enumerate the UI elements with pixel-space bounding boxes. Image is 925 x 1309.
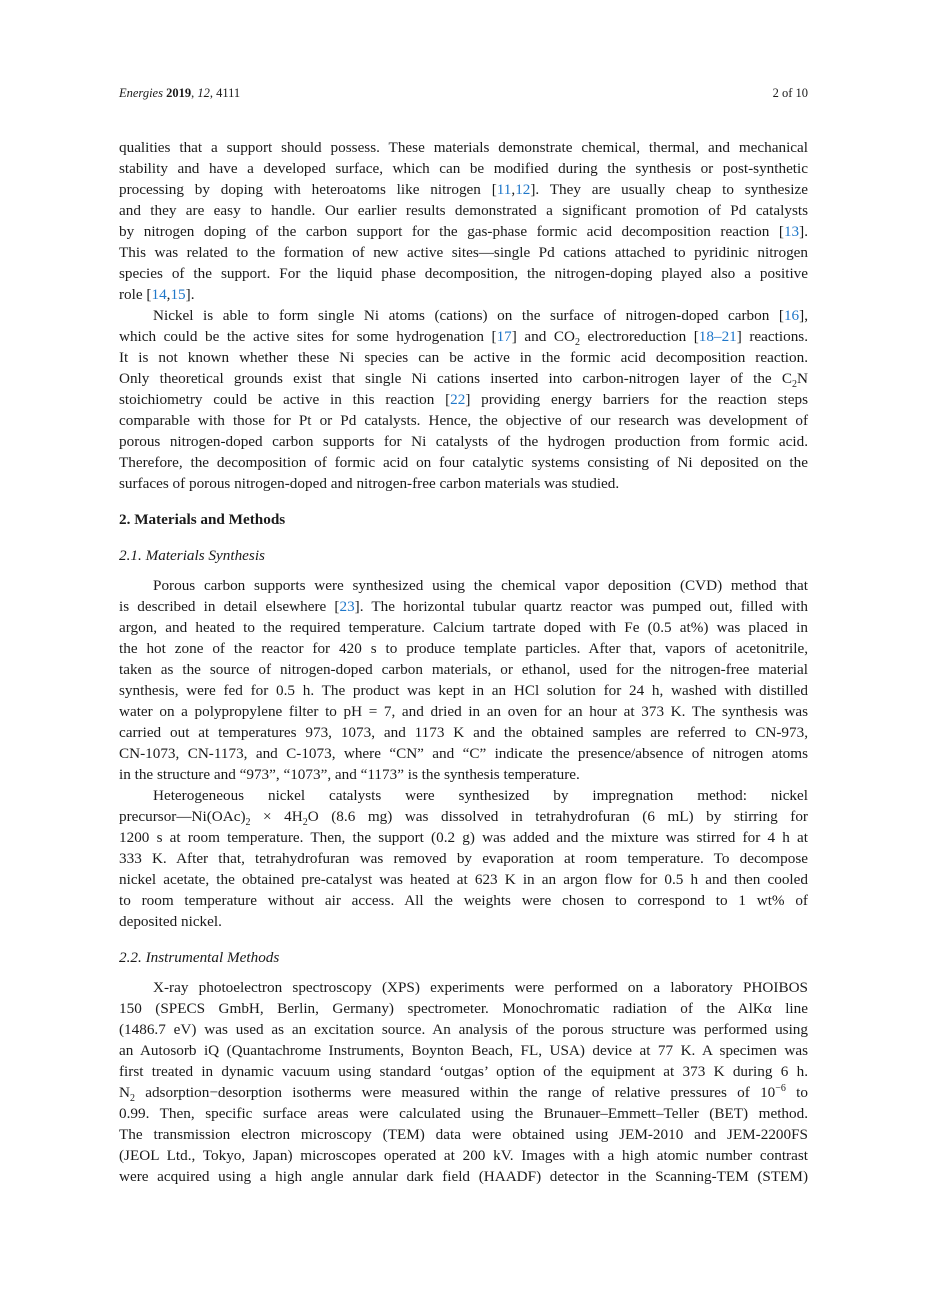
text-line <box>119 431 808 452</box>
text-line <box>119 1124 808 1145</box>
text-line <box>119 473 808 494</box>
subsection-heading: 2.2. Instrumental Methods <box>119 949 280 966</box>
citation-link[interactable]: 14 <box>151 286 167 303</box>
subscript: 2 <box>129 1093 135 1105</box>
citation-link[interactable]: 12 <box>515 181 531 198</box>
text: precursor—Ni(OAc) <box>119 808 246 825</box>
text: ]. The horizontal tubular quartz reactor was pumped out, filled with <box>354 598 808 615</box>
text-line <box>119 575 808 596</box>
text-line <box>119 158 808 179</box>
text-line <box>119 1166 808 1187</box>
text-line <box>119 1061 808 1082</box>
text-line <box>119 722 808 743</box>
text: Porous carbon supports were synthesized using the chemical vapor deposition (CVD) method that <box>153 577 808 594</box>
citation: Energies 2019, 12, 4111 <box>119 86 241 100</box>
text: role [ <box>119 286 152 303</box>
text-line <box>119 659 808 680</box>
text-line <box>119 785 808 806</box>
text: to room temperature without air access. All the weights were chosen to correspond to 1 wt% of <box>119 892 808 909</box>
citation-link[interactable]: 22 <box>450 391 466 408</box>
text-line <box>119 977 808 998</box>
text: and they are easy to handle. Our earlier results demonstrated a significant promotion of Pd catalysts <box>119 202 808 219</box>
citation-link[interactable]: 17 <box>496 328 512 345</box>
text-line <box>119 410 808 431</box>
subscript: 2 <box>574 337 580 349</box>
text-line <box>119 764 808 785</box>
paragraph <box>119 137 808 305</box>
text: , <box>511 181 516 198</box>
text-line <box>119 701 808 722</box>
text: electroreduction [ <box>579 328 699 345</box>
text: qualities that a support should possess. These materials demonstrate chemical, thermal, and mechanical <box>119 139 808 156</box>
citation-link[interactable]: 16 <box>783 307 800 324</box>
text: which could be the active sites for some hydrogenation [ <box>119 328 497 345</box>
citation-link[interactable]: 18–21 <box>698 328 737 345</box>
text-line <box>119 200 808 221</box>
text: , <box>166 286 171 303</box>
running-header <box>119 86 808 101</box>
text: carried out at temperatures 973, 1073, and 1173 K and the obtained samples are referred to CN-973, <box>119 724 808 741</box>
text: nickel acetate, the obtained pre-catalyst was heated at 623 K in an argon flow for 0.5 h and then cooled <box>119 871 808 888</box>
section-heading: 2. Materials and Methods <box>119 511 286 528</box>
text: water on a polypropylene filter to pH = 7, and dried in an oven for an hour at 373 K. The synthesis was <box>119 703 808 720</box>
text-line <box>119 1103 808 1124</box>
subscript: 2 <box>245 817 251 829</box>
citation-link[interactable]: 15 <box>170 286 186 303</box>
text: stoichiometry could be active in this reaction [ <box>119 391 451 408</box>
text: porous nitrogen-doped carbon supports for Ni catalysts of the hydrogen production from formic acid. <box>119 433 808 450</box>
text: Only theoretical grounds exist that single Ni cations inserted into carbon-nitrogen layer of the C <box>119 370 793 387</box>
text: ], <box>799 307 808 324</box>
text: by nitrogen doping of the carbon support for the gas-phase formic acid decomposition reaction [ <box>119 223 784 240</box>
subsection-heading: 2.1. Materials Synthesis <box>119 547 265 564</box>
text: taken as the source of nitrogen-doped carbon materials, or ethanol, used for the nitrogen-free material <box>119 661 808 678</box>
text: × 4H <box>250 808 303 825</box>
text-line <box>119 221 808 242</box>
text-line <box>119 263 808 284</box>
text: ]. They are usually cheap to synthesize <box>530 181 808 198</box>
text-line <box>119 848 808 869</box>
text: argon, and heated to the required temperature. Calcium tartrate doped with Fe (0.5 at%) was placed in <box>119 619 808 636</box>
text: X-ray photoelectron spectroscopy (XPS) experiments were performed on a laboratory PHOIBOS <box>153 979 808 996</box>
paragraph <box>119 977 808 1187</box>
text-line <box>119 1082 808 1103</box>
text-line <box>119 890 808 911</box>
text: (1486.7 eV) was used as an excitation source. An analysis of the porous structure was performed using <box>119 1021 808 1038</box>
text: were acquired using a high angle annular dark field (HAADF) detector in the Scanning-TEM (STEM) <box>119 1168 808 1185</box>
page-number: 2 of 10 <box>772 86 808 100</box>
text: stability and have a developed surface, which can be modified during the synthesis or post-synthetic <box>119 160 808 177</box>
text: N <box>797 370 808 387</box>
text: species of the support. For the liquid phase decomposition, the nitrogen-doping played also a positive <box>119 265 808 282</box>
text: N <box>119 1084 130 1101</box>
text: ]. <box>185 286 195 303</box>
text-line <box>119 242 808 263</box>
paragraph <box>119 785 808 932</box>
text: first treated in dynamic vacuum using standard ‘outgas’ option of the equipment at 373 K during 6 h. <box>119 1063 808 1080</box>
text: It is not known whether these Ni species can be active in the formic acid decomposition reaction. <box>119 349 808 366</box>
text: ]. <box>799 223 808 240</box>
text-line <box>119 596 808 617</box>
text: O (8.6 mg) was dissolved in tetrahydrofuran (6 mL) by stirring for <box>307 808 808 825</box>
text: processing by doping with heteroatoms like nitrogen [ <box>119 181 497 198</box>
text-line <box>119 284 808 305</box>
text-line <box>119 1145 808 1166</box>
text: Heterogeneous nickel catalysts were synthesized by impregnation method: nickel <box>153 787 808 804</box>
text: ] and CO <box>511 328 575 345</box>
paragraph <box>119 305 808 494</box>
text: This was related to the formation of new active sites—single Pd cations attached to pyridinic nitrogen <box>119 244 808 261</box>
text: adsorption−desorption isotherms were measured within the range of relative pressures of 10 <box>134 1084 776 1101</box>
subscript: 2 <box>302 817 308 829</box>
text: The transmission electron microscopy (TEM) data were obtained using JEM-2010 and JEM-2200FS <box>119 1126 808 1143</box>
text: deposited nickel. <box>119 913 222 930</box>
text: an Autosorb iQ (Quantachrome Instruments, Boynton Beach, FL, USA) device at 77 K. A specimen was <box>119 1042 808 1059</box>
text-line <box>119 869 808 890</box>
text-line <box>119 806 808 827</box>
text-line <box>119 389 808 410</box>
text: comparable with those for Pt or Pd catalysts. Hence, the objective of our research was development of <box>119 412 808 429</box>
text: 150 (SPECS GmbH, Berlin, Germany) spectrometer. Monochromatic radiation of the AlKα line <box>119 1000 808 1017</box>
text: the hot zone of the reactor for 420 s to produce template particles. After that, vapors of acetonitrile, <box>119 640 808 657</box>
text: CN-1073, CN-1173, and C-1073, where “CN” and “C” indicate the presence/absence of nitrogen atoms <box>119 745 808 762</box>
text-line <box>119 911 808 932</box>
text-line <box>119 1019 808 1040</box>
paragraph <box>119 575 808 785</box>
article-body <box>119 137 808 1187</box>
citation-link[interactable]: 23 <box>339 598 355 615</box>
text-line <box>119 638 808 659</box>
text-line <box>119 305 808 326</box>
text: Nickel is able to form single Ni atoms (cations) on the surface of nitrogen-doped carbon [ <box>153 307 784 324</box>
text-line <box>119 998 808 1019</box>
citation-link[interactable]: 13 <box>783 223 800 240</box>
text: ] providing energy barriers for the reaction steps <box>465 391 808 408</box>
text-line <box>119 743 808 764</box>
text-line <box>119 137 808 158</box>
text: synthesis, were fed for 0.5 h. The product was kept in an HCl solution for 24 h, washed with distilled <box>119 682 808 699</box>
text-line <box>119 179 808 200</box>
text-line <box>119 617 808 638</box>
citation-link[interactable]: 11 <box>496 181 512 198</box>
text-line <box>119 347 808 368</box>
text: 1200 s at room temperature. Then, the support (0.2 g) was added and the mixture was stirred for 4 h at <box>119 829 808 846</box>
text: ] reactions. <box>736 328 808 345</box>
text-line <box>119 326 808 347</box>
text-line <box>119 827 808 848</box>
text: Therefore, the decomposition of formic acid on four catalytic systems consisting of Ni deposited on the <box>119 454 808 471</box>
text-line <box>119 1040 808 1061</box>
text-line <box>119 680 808 701</box>
text: is described in detail elsewhere [ <box>119 598 340 615</box>
text-line <box>119 368 808 389</box>
text: in the structure and “973”, “1073”, and “1173” is the synthesis temperature. <box>119 766 580 783</box>
text: (JEOL Ltd., Tokyo, Japan) microscopes operated at 200 kV. Images with a high atomic number contrast <box>119 1147 808 1164</box>
text: 0.99. Then, specific surface areas were calculated using the Brunauer–Emmett–Teller (BET) method. <box>119 1105 808 1122</box>
text-line <box>119 452 808 473</box>
subscript: 2 <box>792 379 798 391</box>
text: to <box>785 1084 808 1101</box>
superscript: −6 <box>775 1082 786 1094</box>
text: surfaces of porous nitrogen-doped and nitrogen-free carbon materials was studied. <box>119 475 620 492</box>
text: 333 K. After that, tetrahydrofuran was removed by evaporation at room temperature. To decompose <box>119 850 808 867</box>
